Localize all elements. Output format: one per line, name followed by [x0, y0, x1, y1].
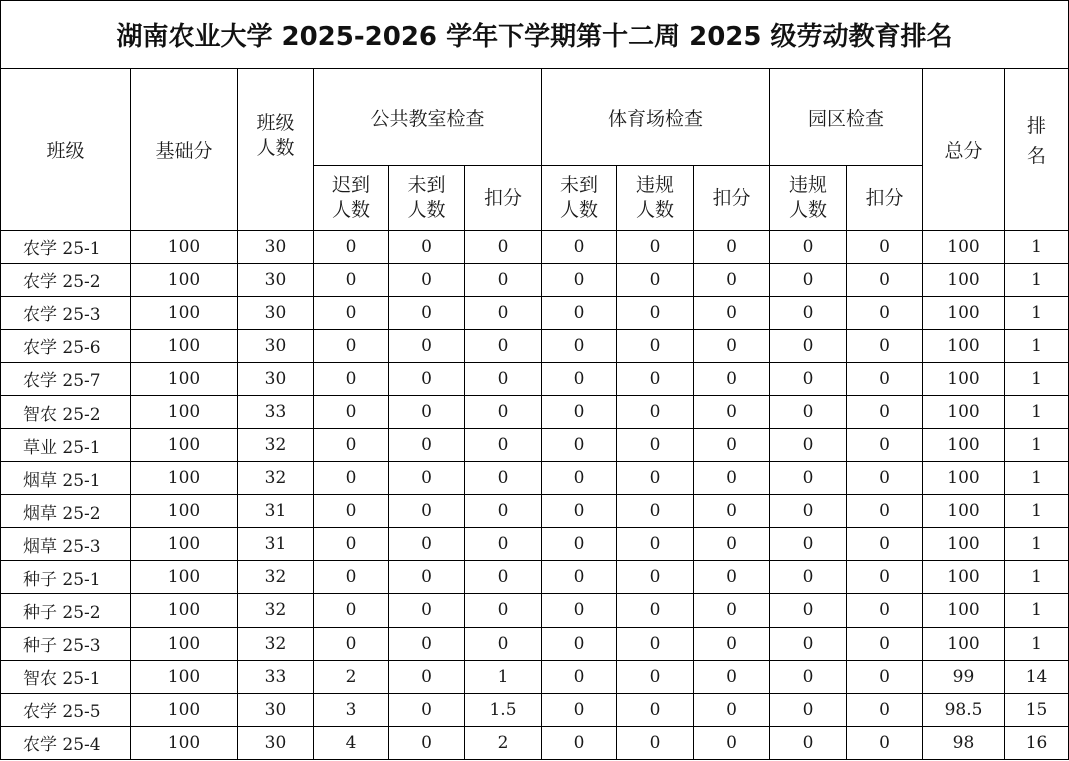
cell-park-deduction: 0: [847, 528, 923, 561]
cell-classroom-deduction: 0: [465, 627, 542, 660]
cell-class: 草业 25-1: [1, 429, 131, 462]
header-park-deduction: 扣分: [847, 166, 923, 230]
cell-park-deduction: 0: [847, 594, 923, 627]
cell-sports-violation-count: 0: [617, 693, 694, 726]
cell-park-violation-count: 0: [770, 726, 847, 759]
cell-park-deduction: 0: [847, 627, 923, 660]
cell-park-deduction: 0: [847, 263, 923, 296]
cell-sports-deduction: 0: [694, 693, 770, 726]
table-row: [1, 395, 1069, 428]
cell-absent-count: 0: [389, 528, 465, 561]
header-classroom-deduction: 扣分: [465, 166, 542, 230]
cell-late-count: 0: [314, 627, 389, 660]
table-row: [1, 429, 1069, 462]
cell-class: 农学 25-7: [1, 362, 131, 395]
cell-base-score: 100: [131, 296, 238, 329]
cell-absent-count: 0: [389, 296, 465, 329]
cell-class-size: 32: [238, 594, 314, 627]
cell-base-score: 100: [131, 329, 238, 362]
cell-park-violation-count: 0: [770, 528, 847, 561]
cell-class-size: 30: [238, 263, 314, 296]
header-class: 班级: [1, 69, 131, 230]
cell-absent-count: 0: [389, 462, 465, 495]
cell-park-deduction: 0: [847, 660, 923, 693]
cell-base-score: 100: [131, 230, 238, 263]
cell-total: 100: [923, 362, 1005, 395]
cell-park-deduction: 0: [847, 462, 923, 495]
cell-sports-deduction: 0: [694, 594, 770, 627]
cell-sports-violation-count: 0: [617, 230, 694, 263]
cell-total: 100: [923, 594, 1005, 627]
header-sports-deduction: 扣分: [694, 166, 770, 230]
cell-base-score: 100: [131, 395, 238, 428]
cell-classroom-deduction: 0: [465, 528, 542, 561]
cell-sports-violation-count: 0: [617, 329, 694, 362]
cell-sports-absent-count: 0: [542, 329, 617, 362]
cell-sports-absent-count: 0: [542, 263, 617, 296]
cell-absent-count: 0: [389, 693, 465, 726]
cell-class: 农学 25-5: [1, 693, 131, 726]
cell-base-score: 100: [131, 627, 238, 660]
cell-class: 烟草 25-3: [1, 528, 131, 561]
header-sports-violation-count: [617, 166, 694, 230]
cell-late-count: 0: [314, 561, 389, 594]
cell-sports-deduction: 0: [694, 528, 770, 561]
header-park-violation-line2: 人数: [788, 199, 827, 221]
cell-late-count: 0: [314, 429, 389, 462]
table-row: [1, 329, 1069, 362]
cell-sports-absent-count: 0: [542, 693, 617, 726]
cell-sports-deduction: 0: [694, 495, 770, 528]
cell-sports-absent-count: 0: [542, 561, 617, 594]
cell-sports-violation-count: 0: [617, 296, 694, 329]
cell-classroom-deduction: 0: [465, 296, 542, 329]
cell-absent-count: 0: [389, 362, 465, 395]
cell-classroom-deduction: 0: [465, 230, 542, 263]
header-absent-line1: 未到: [407, 174, 446, 196]
cell-absent-count: 0: [389, 395, 465, 428]
cell-park-deduction: 0: [847, 693, 923, 726]
header-late-count: [314, 166, 389, 230]
cell-sports-absent-count: 0: [542, 627, 617, 660]
cell-total: 100: [923, 263, 1005, 296]
cell-sports-violation-count: 0: [617, 495, 694, 528]
header-class-size: [238, 69, 314, 230]
cell-park-violation-count: 0: [770, 263, 847, 296]
cell-rank: 1: [1005, 594, 1069, 627]
cell-class-size: 32: [238, 429, 314, 462]
cell-park-violation-count: 0: [770, 561, 847, 594]
cell-class-size: 30: [238, 362, 314, 395]
cell-total: 100: [923, 230, 1005, 263]
cell-class: 种子 25-1: [1, 561, 131, 594]
header-park-violation-line1: 违规: [788, 174, 827, 196]
cell-rank: 1: [1005, 495, 1069, 528]
cell-sports-absent-count: 0: [542, 594, 617, 627]
cell-rank: 16: [1005, 726, 1069, 759]
cell-sports-violation-count: 0: [617, 726, 694, 759]
cell-park-deduction: 0: [847, 561, 923, 594]
cell-classroom-deduction: 2: [465, 726, 542, 759]
header-park-violation-count: [770, 166, 847, 230]
cell-absent-count: 0: [389, 495, 465, 528]
cell-sports-deduction: 0: [694, 296, 770, 329]
cell-late-count: 0: [314, 528, 389, 561]
header-park-check: 园区检查: [770, 69, 923, 166]
cell-sports-violation-count: 0: [617, 660, 694, 693]
cell-class: 农学 25-1: [1, 230, 131, 263]
cell-sports-absent-count: 0: [542, 230, 617, 263]
cell-park-violation-count: 0: [770, 329, 847, 362]
cell-sports-deduction: 0: [694, 230, 770, 263]
cell-class-size: 30: [238, 693, 314, 726]
cell-classroom-deduction: 1.5: [465, 693, 542, 726]
cell-sports-deduction: 0: [694, 726, 770, 759]
cell-class: 烟草 25-1: [1, 462, 131, 495]
cell-late-count: 3: [314, 693, 389, 726]
cell-class-size: 30: [238, 726, 314, 759]
cell-park-violation-count: 0: [770, 429, 847, 462]
cell-total: 100: [923, 395, 1005, 428]
cell-class-size: 30: [238, 296, 314, 329]
table-row: [1, 627, 1069, 660]
cell-total: 100: [923, 429, 1005, 462]
cell-late-count: 0: [314, 296, 389, 329]
cell-class: 种子 25-2: [1, 594, 131, 627]
cell-park-violation-count: 0: [770, 594, 847, 627]
cell-class-size: 31: [238, 495, 314, 528]
cell-rank: 15: [1005, 693, 1069, 726]
table-row: [1, 561, 1069, 594]
cell-sports-deduction: 0: [694, 561, 770, 594]
cell-class-size: 30: [238, 230, 314, 263]
cell-park-violation-count: 0: [770, 230, 847, 263]
cell-late-count: 0: [314, 594, 389, 627]
cell-rank: 14: [1005, 660, 1069, 693]
cell-base-score: 100: [131, 462, 238, 495]
cell-rank: 1: [1005, 627, 1069, 660]
header-absent-count: [389, 166, 465, 230]
cell-classroom-deduction: 0: [465, 495, 542, 528]
cell-sports-violation-count: 0: [617, 429, 694, 462]
cell-sports-deduction: 0: [694, 660, 770, 693]
cell-classroom-deduction: 0: [465, 462, 542, 495]
cell-class: 智农 25-2: [1, 395, 131, 428]
cell-classroom-deduction: 0: [465, 395, 542, 428]
table-row: [1, 263, 1069, 296]
cell-class-size: 30: [238, 329, 314, 362]
header-sports-violation-line2: 人数: [635, 199, 674, 221]
header-rank-line2: 名: [1027, 145, 1047, 168]
cell-total: 100: [923, 561, 1005, 594]
cell-sports-deduction: 0: [694, 362, 770, 395]
cell-park-violation-count: 0: [770, 362, 847, 395]
cell-absent-count: 0: [389, 230, 465, 263]
cell-sports-violation-count: 0: [617, 263, 694, 296]
cell-late-count: 0: [314, 263, 389, 296]
cell-sports-deduction: 0: [694, 462, 770, 495]
cell-classroom-deduction: 0: [465, 429, 542, 462]
cell-total: 100: [923, 296, 1005, 329]
cell-base-score: 100: [131, 528, 238, 561]
cell-class-size: 32: [238, 462, 314, 495]
header-sports-absent-line1: 未到: [559, 174, 598, 196]
cell-sports-deduction: 0: [694, 395, 770, 428]
cell-absent-count: 0: [389, 429, 465, 462]
cell-sports-deduction: 0: [694, 329, 770, 362]
cell-total: 100: [923, 528, 1005, 561]
cell-sports-absent-count: 0: [542, 395, 617, 428]
cell-park-deduction: 0: [847, 329, 923, 362]
cell-sports-absent-count: 0: [542, 528, 617, 561]
cell-base-score: 100: [131, 362, 238, 395]
table-row: [1, 495, 1069, 528]
cell-sports-absent-count: 0: [542, 429, 617, 462]
cell-classroom-deduction: 1: [465, 660, 542, 693]
header-sports-check: 体育场检查: [542, 69, 770, 166]
cell-park-violation-count: 0: [770, 495, 847, 528]
cell-sports-violation-count: 0: [617, 462, 694, 495]
cell-base-score: 100: [131, 594, 238, 627]
header-absent-line2: 人数: [407, 199, 446, 221]
cell-class-size: 33: [238, 395, 314, 428]
cell-sports-violation-count: 0: [617, 627, 694, 660]
cell-base-score: 100: [131, 561, 238, 594]
cell-class: 烟草 25-2: [1, 495, 131, 528]
cell-class: 农学 25-3: [1, 296, 131, 329]
cell-late-count: 0: [314, 462, 389, 495]
header-classroom-check: 公共教室检查: [314, 69, 542, 166]
cell-sports-absent-count: 0: [542, 462, 617, 495]
table-row: [1, 660, 1069, 693]
cell-total: 98.5: [923, 693, 1005, 726]
cell-absent-count: 0: [389, 329, 465, 362]
cell-rank: 1: [1005, 263, 1069, 296]
cell-class: 智农 25-1: [1, 660, 131, 693]
cell-total: 99: [923, 660, 1005, 693]
cell-base-score: 100: [131, 495, 238, 528]
cell-classroom-deduction: 0: [465, 263, 542, 296]
cell-park-deduction: 0: [847, 726, 923, 759]
cell-park-deduction: 0: [847, 230, 923, 263]
cell-sports-deduction: 0: [694, 263, 770, 296]
header-rank: [1005, 69, 1069, 230]
cell-sports-deduction: 0: [694, 429, 770, 462]
cell-total: 100: [923, 329, 1005, 362]
cell-park-violation-count: 0: [770, 627, 847, 660]
cell-late-count: 0: [314, 230, 389, 263]
cell-park-deduction: 0: [847, 362, 923, 395]
cell-rank: 1: [1005, 395, 1069, 428]
cell-base-score: 100: [131, 263, 238, 296]
cell-sports-violation-count: 0: [617, 528, 694, 561]
cell-sports-violation-count: 0: [617, 395, 694, 428]
cell-sports-violation-count: 0: [617, 594, 694, 627]
table-row: [1, 528, 1069, 561]
cell-sports-absent-count: 0: [542, 660, 617, 693]
cell-sports-absent-count: 0: [542, 362, 617, 395]
cell-late-count: 4: [314, 726, 389, 759]
header-sports-absent-count: [542, 166, 617, 230]
cell-late-count: 0: [314, 495, 389, 528]
cell-base-score: 100: [131, 726, 238, 759]
table-row: [1, 594, 1069, 627]
cell-sports-violation-count: 0: [617, 561, 694, 594]
cell-absent-count: 0: [389, 561, 465, 594]
table-row: [1, 296, 1069, 329]
cell-classroom-deduction: 0: [465, 561, 542, 594]
cell-absent-count: 0: [389, 594, 465, 627]
cell-rank: 1: [1005, 329, 1069, 362]
cell-park-violation-count: 0: [770, 395, 847, 428]
cell-park-violation-count: 0: [770, 462, 847, 495]
cell-rank: 1: [1005, 296, 1069, 329]
cell-park-deduction: 0: [847, 495, 923, 528]
cell-late-count: 0: [314, 395, 389, 428]
cell-class: 农学 25-4: [1, 726, 131, 759]
cell-absent-count: 0: [389, 263, 465, 296]
cell-park-deduction: 0: [847, 296, 923, 329]
cell-absent-count: 0: [389, 627, 465, 660]
cell-class: 种子 25-3: [1, 627, 131, 660]
table-row: [1, 693, 1069, 726]
table-row: [1, 230, 1069, 263]
cell-absent-count: 0: [389, 660, 465, 693]
header-class-size-line2: 人数: [256, 137, 295, 160]
cell-sports-absent-count: 0: [542, 495, 617, 528]
cell-sports-absent-count: 0: [542, 726, 617, 759]
header-base-score: 基础分: [131, 69, 238, 230]
cell-park-violation-count: 0: [770, 296, 847, 329]
header-late-line1: 迟到: [331, 174, 370, 196]
cell-sports-violation-count: 0: [617, 362, 694, 395]
cell-rank: 1: [1005, 561, 1069, 594]
cell-sports-absent-count: 0: [542, 296, 617, 329]
header-class-size-line1: 班级: [256, 112, 295, 135]
header-rank-line1: 排: [1027, 115, 1047, 138]
header-sports-absent-line2: 人数: [559, 199, 598, 221]
cell-total: 100: [923, 462, 1005, 495]
table-row: [1, 462, 1069, 495]
cell-park-violation-count: 0: [770, 693, 847, 726]
cell-late-count: 0: [314, 362, 389, 395]
cell-rank: 1: [1005, 230, 1069, 263]
cell-class-size: 31: [238, 528, 314, 561]
cell-base-score: 100: [131, 660, 238, 693]
cell-late-count: 2: [314, 660, 389, 693]
cell-park-deduction: 0: [847, 429, 923, 462]
cell-absent-count: 0: [389, 726, 465, 759]
cell-classroom-deduction: 0: [465, 362, 542, 395]
cell-base-score: 100: [131, 429, 238, 462]
cell-class-size: 32: [238, 627, 314, 660]
cell-rank: 1: [1005, 429, 1069, 462]
cell-classroom-deduction: 0: [465, 594, 542, 627]
cell-class-size: 33: [238, 660, 314, 693]
cell-rank: 1: [1005, 528, 1069, 561]
header-total: 总分: [923, 69, 1005, 230]
cell-class: 农学 25-6: [1, 329, 131, 362]
table-row: [1, 362, 1069, 395]
cell-rank: 1: [1005, 362, 1069, 395]
cell-total: 100: [923, 495, 1005, 528]
cell-total: 98: [923, 726, 1005, 759]
cell-park-violation-count: 0: [770, 660, 847, 693]
header-late-line2: 人数: [331, 199, 370, 221]
cell-late-count: 0: [314, 329, 389, 362]
cell-class: 农学 25-2: [1, 263, 131, 296]
cell-rank: 1: [1005, 462, 1069, 495]
table-title: 湖南农业大学 2025-2026 学年下学期第十二周 2025 级劳动教育排名: [1, 1, 1069, 69]
cell-park-deduction: 0: [847, 395, 923, 428]
header-sports-violation-line1: 违规: [635, 174, 674, 196]
cell-classroom-deduction: 0: [465, 329, 542, 362]
cell-class-size: 32: [238, 561, 314, 594]
cell-total: 100: [923, 627, 1005, 660]
cell-base-score: 100: [131, 693, 238, 726]
cell-sports-deduction: 0: [694, 627, 770, 660]
table-row: [1, 726, 1069, 759]
